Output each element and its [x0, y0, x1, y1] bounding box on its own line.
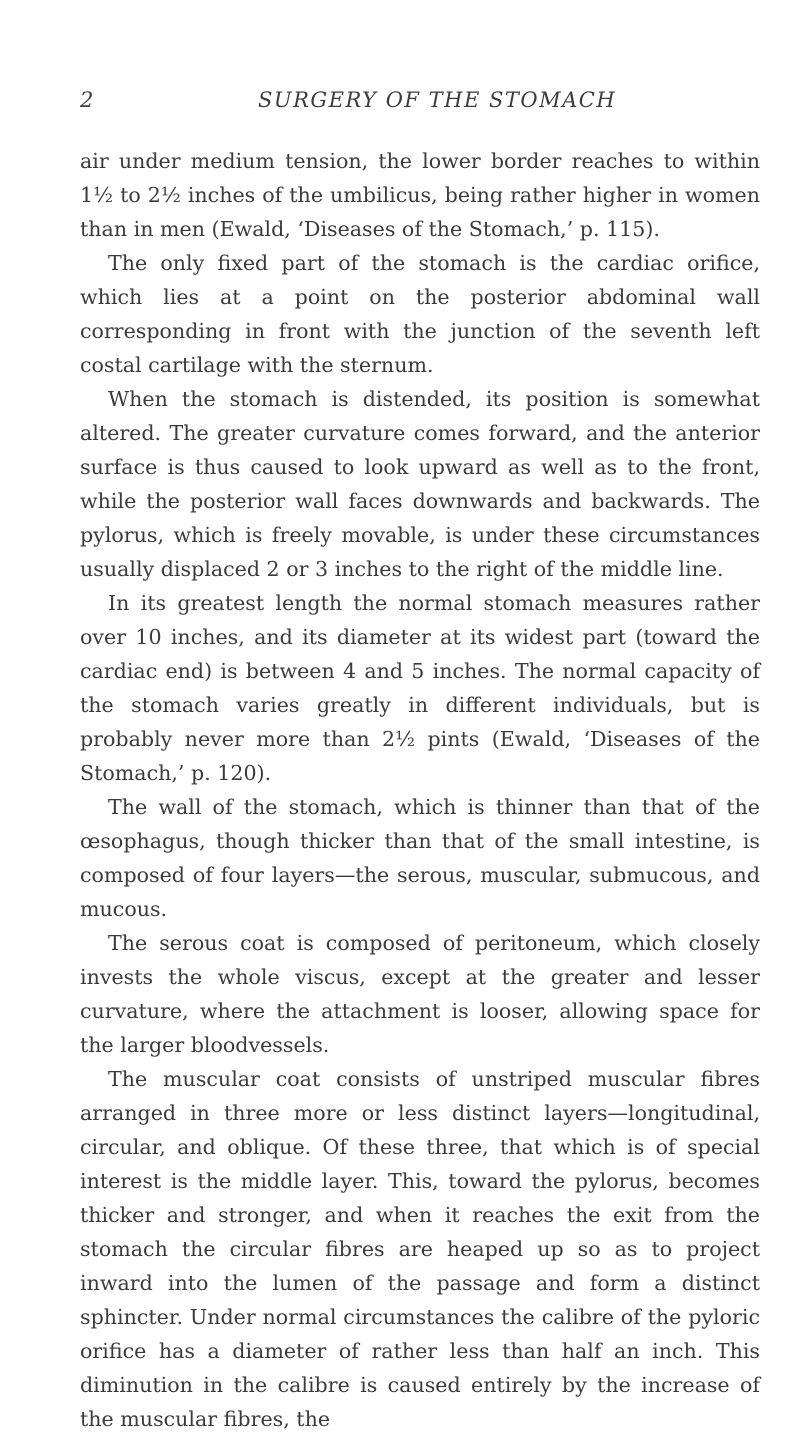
paragraph-dimensions: In its greatest length the normal stomach measures rather over 10 inches, and its diameter at its widest part (toward the cardiac end) is between 4 and 5 inches. The normal capacity of the stomach varies greatly in different individuals, but is probably never more than 2½ pints (Ewald, ‘Diseases of the Stomach,’ p. 120). [80, 591, 760, 785]
paragraph-distended-stomach: When the stomach is distended, its position is somewhat altered. The greater curvature comes forward, and the anterior surface is thus caused to look upward as well as to the front, while the posterior wall faces downwards and backwards. The pylorus, which is freely movable, is under these circumstances usually displaced 2 or 3 inches to the right of the middle line. [80, 387, 760, 581]
page-number: 2 [80, 88, 94, 112]
paragraph-continued: air under medium tension, the lower border reaches to within 1½ to 2½ inches of the umbilicus, being rather higher in women than in men (Ewald, ‘Diseases of the Stomach,’ p. 115). [80, 149, 760, 241]
body-text [80, 144, 760, 1436]
running-title: SURGERY OF THE STOMACH [258, 88, 617, 112]
paragraph-wall-layers: The wall of the stomach, which is thinner than that of the œsophagus, though thicker than that of the small intestine, is composed of four layers—the serous, muscular, submucous, and mucous. [80, 795, 760, 921]
paragraph-muscular-coat: The muscular coat consists of unstriped muscular fibres arranged in three more or less distinct layers—longitudinal, circular, and oblique. Of these three, that which is of special interest is the middle layer. This, toward the pylorus, becomes thicker and stronger, and when it reaches the exit from the stomach the circular fibres are heaped up so as to project inward into the lumen of the passage and form a distinct sphincter. Under normal circumstances the calibre of the pyloric orifice has a diameter of rather less than half an inch. This diminution in the calibre is caused entirely by the increase of the muscular fibres, the [80, 1067, 760, 1431]
paragraph-serous-coat: The serous coat is composed of peritoneum, which closely invests the whole viscus, except at the greater and lesser curvature, where the attachment is looser, allowing space for the larger bloodvessels. [80, 931, 760, 1057]
paragraph-fixed-part: The only fixed part of the stomach is the cardiac orifice, which lies at a point on the posterior abdominal wall corresponding in front with the junction of the seventh left costal cartilage with the sternum. [80, 251, 760, 377]
running-head [80, 88, 740, 118]
